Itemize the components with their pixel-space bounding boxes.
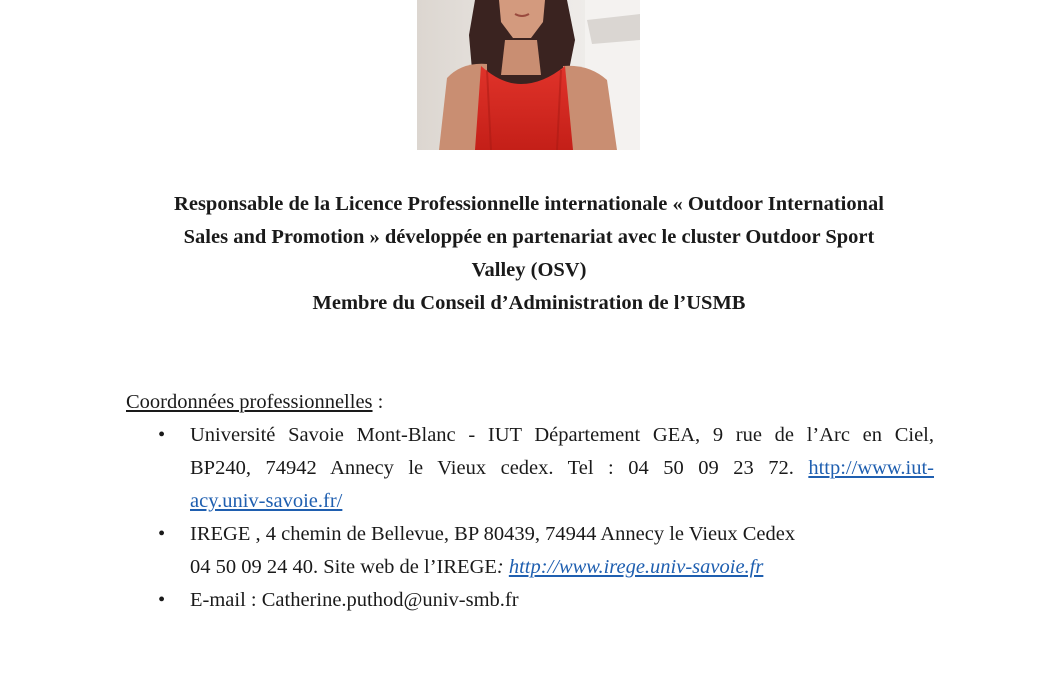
iut-website-link-continued[interactable]: acy.univ-savoie.fr/ [190, 490, 343, 512]
role-line-2: Sales and Promotion » développée en partenariat avec le cluster Outdoor Sport [183, 226, 875, 248]
iut-website-link[interactable]: http://www.iut- [808, 457, 934, 479]
iut-link-continuation-line [190, 485, 934, 518]
role-line-1: Responsable de la Licence Professionnelle internationale « Outdoor International [174, 193, 884, 215]
list-item-iut [126, 419, 934, 518]
list-item-email [126, 584, 934, 617]
contact-heading-suffix: : [372, 391, 384, 413]
email-line: E-mail : Catherine.puthod@univ-smb.fr [190, 589, 519, 611]
profile-photo [417, 0, 640, 150]
bullet-icon: • [158, 424, 166, 446]
irege-address-line: IREGE , 4 chemin de Bellevue, BP 80439, 74944 Annecy le Vieux Cedex [190, 523, 796, 545]
contact-heading [126, 386, 934, 419]
iut-phone-line [190, 452, 934, 485]
list-item-irege [126, 518, 934, 584]
contact-section [126, 386, 934, 617]
contact-list [126, 419, 934, 617]
iut-phone-text: BP240, 74942 Annecy le Vieux cedex. Tel : 04 50 09 23 72. [190, 457, 794, 479]
irege-colon: : [496, 556, 504, 578]
contact-heading-label: Coordonnées professionnelles [126, 391, 373, 413]
irege-phone-text: 04 50 09 24 40. Site web de l’IREGE [190, 556, 497, 578]
bullet-icon: • [158, 589, 166, 611]
role-description [120, 188, 938, 320]
bullet-icon: • [158, 523, 166, 545]
irege-phone-line [190, 551, 934, 584]
iut-address-line: Université Savoie Mont-Blanc - IUT Département GEA, 9 rue de l’Arc en Ciel, [190, 424, 934, 446]
role-line-3: Valley (OSV) [471, 259, 587, 281]
board-membership: Membre du Conseil d’Administration de l’USMB [312, 292, 746, 314]
profile-photo-illustration [417, 0, 640, 150]
irege-website-link[interactable]: http://www.irege.univ-savoie.fr [508, 556, 764, 578]
